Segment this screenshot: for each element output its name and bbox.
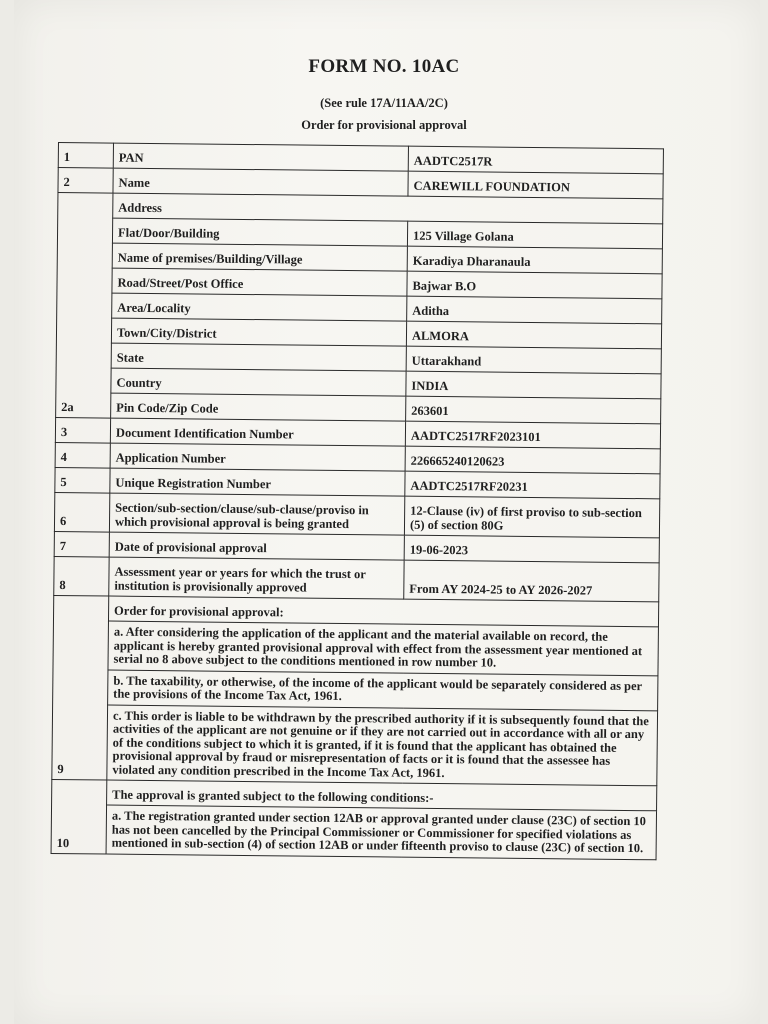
form-subtitle: Order for provisional approval <box>301 118 467 132</box>
field-label: Country <box>111 368 406 396</box>
field-label: Name <box>113 168 408 196</box>
order-paragraph-a: a. After considering the application of the applicant and the material available on record, the applicant is hereby granted provisional approval with effect from the assessment year mentioned at serial no 8 above subject to the conditions mentioned in row number 10. <box>108 621 658 675</box>
row-number: 5 <box>55 467 110 493</box>
rule-reference: (See rule 17A/11AA/2C) <box>320 96 448 110</box>
field-label: Name of premises/Building/Village <box>112 243 407 271</box>
order-paragraph-b: b. The taxability, or otherwise, of the income of the applicant would be separately considered as per the provisions of the Income Tax Act, 1961. <box>108 670 658 711</box>
row-order-a <box>53 620 658 675</box>
flat-value: 125 Village Golana <box>407 221 662 249</box>
field-label: Application Number <box>110 443 405 471</box>
area-value: Aditha <box>407 296 662 324</box>
field-label: Area/Locality <box>112 293 407 321</box>
urn-value: AADTC2517RF20231 <box>405 471 660 499</box>
field-label: Section/sub-section/clause/sub-clause/proviso in which provisional approval is being granted <box>109 493 404 535</box>
row-number: 9 <box>52 595 109 780</box>
application-value: 226665240120623 <box>405 446 660 474</box>
road-value: Bajwar B.O <box>407 271 662 299</box>
row-number: 6 <box>54 492 109 532</box>
field-label: Address <box>113 193 663 224</box>
pin-value: 263601 <box>406 396 661 424</box>
row-order-c <box>52 704 658 786</box>
row-number: 1 <box>58 143 113 169</box>
country-value: INDIA <box>406 371 661 399</box>
row-number: 8 <box>54 556 109 596</box>
field-label: Pin Code/Zip Code <box>111 393 406 421</box>
row-number: 4 <box>55 442 110 468</box>
date-value: 19-06-2023 <box>404 535 659 563</box>
assessment-value: From AY 2024-25 to AY 2026-2027 <box>404 560 659 602</box>
form-title: FORM NO. 10AC <box>308 56 460 77</box>
section-value: 12-Clause (iv) of first proviso to sub-section (5) of section 80G <box>404 496 659 538</box>
row-number: 3 <box>55 417 110 443</box>
form-table <box>51 142 664 860</box>
din-value: AADTC2517RF2023101 <box>405 421 660 449</box>
row-number: 10 <box>51 779 107 853</box>
town-value: ALMORA <box>406 321 661 349</box>
name-value: CAREWILL FOUNDATION <box>408 171 663 199</box>
order-heading: Order for provisional approval: <box>108 596 658 627</box>
row-number: 7 <box>54 531 109 557</box>
conditions-paragraph-a: a. The registration granted under section 12AB or approval granted under clause (23C) of section 10 has not been cancelled by the Principal Commissioner or Commissioner for specified violations as mentioned in sub-section (4) of section 12AB or under fifteenth proviso to clause (23C) of section 10. <box>106 805 656 859</box>
field-label: Town/City/District <box>111 318 406 346</box>
conditions-heading: The approval is granted subject to the following conditions:- <box>107 780 657 811</box>
field-label: Document Identification Number <box>110 418 405 446</box>
row-section <box>54 492 659 537</box>
field-label: Date of provisional approval <box>109 532 404 560</box>
row-conditions-a <box>51 804 656 859</box>
row-number: 2 <box>58 168 113 194</box>
state-value: Uttarakhand <box>406 346 661 374</box>
field-label: Road/Street/Post Office <box>112 268 407 296</box>
field-label: Flat/Door/Building <box>112 218 407 246</box>
field-label: PAN <box>113 143 408 171</box>
premises-value: Karadiya Dharanaula <box>407 246 662 274</box>
order-paragraph-c: c. This order is liable to be withdrawn by the prescribed authority if it is subsequently found that the activities of the applicant are not genuine or if they are not carried out in accordance with all or any of the conditions subject to which it is granted, if it is found that the applicant has obtained the provisional approval by fraud or misrepresentation of facts or it is found that the assessee has violated any condition prescribed in the Income Tax Act, 1961. <box>107 705 658 786</box>
field-label: Assessment year or years for which the trust or institution is provisionally approved <box>109 557 404 599</box>
row-assessment <box>54 556 659 601</box>
field-label: Unique Registration Number <box>110 468 405 496</box>
row-number: 2a <box>56 193 113 419</box>
pan-value: AADTC2517R <box>408 146 663 174</box>
field-label: State <box>111 343 406 371</box>
